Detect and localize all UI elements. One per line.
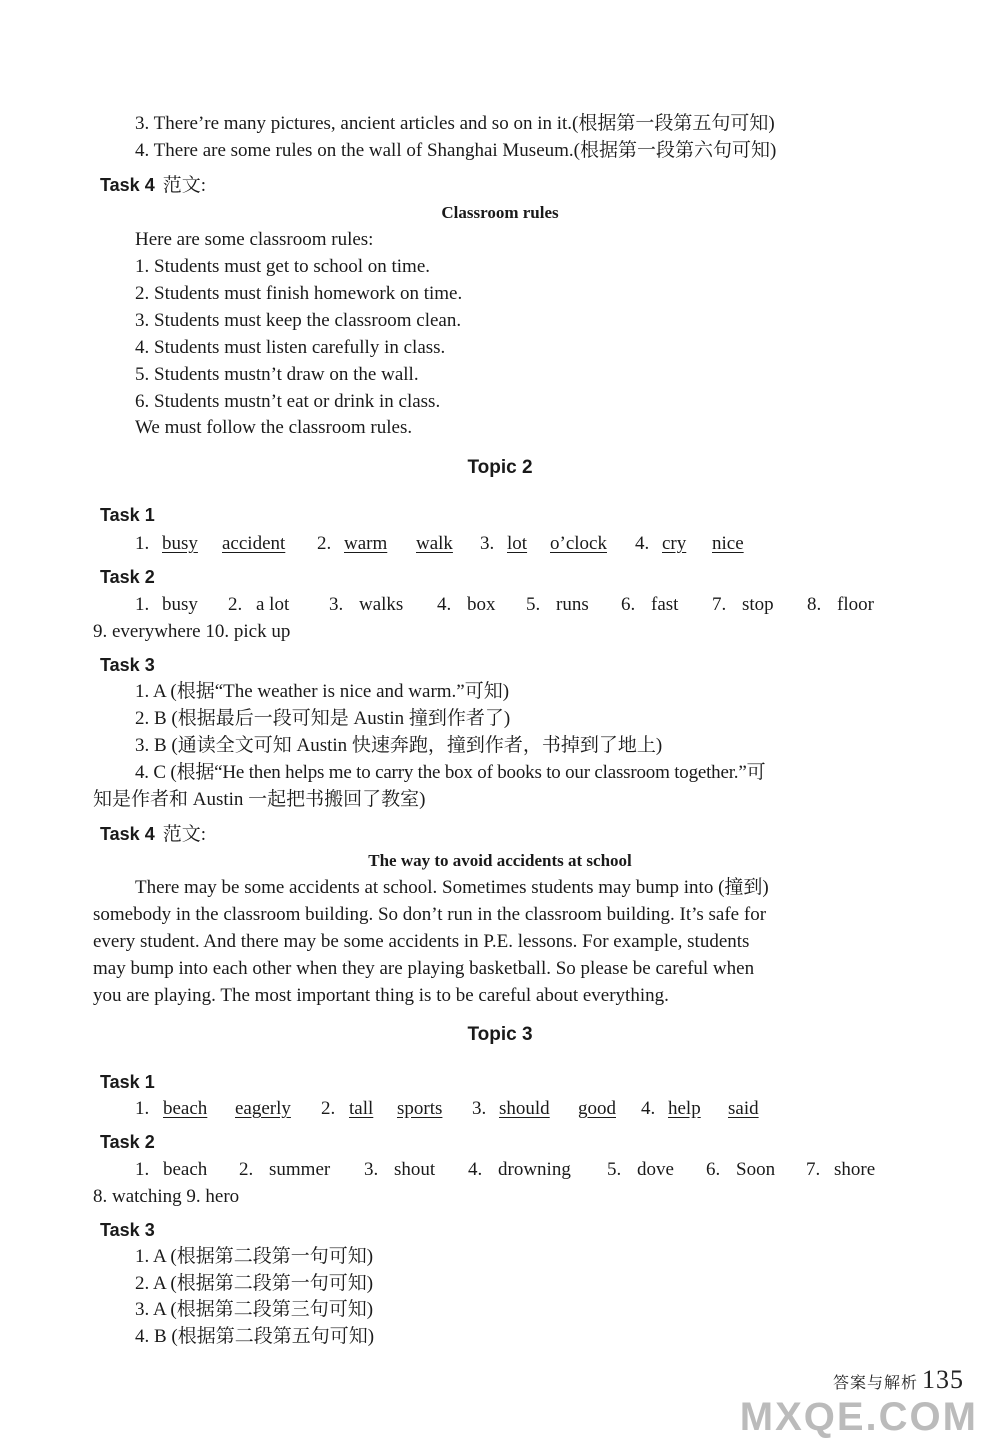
task-heading	[100, 822, 206, 847]
essay-line: you are playing. The most important thing is to be careful about everything.	[93, 985, 669, 1006]
task-heading	[100, 503, 155, 527]
item-number: 5.	[607, 1159, 622, 1180]
answer-word: shout	[394, 1159, 436, 1180]
item-number: 2.	[228, 594, 243, 615]
sample-essay-label: 范文:	[162, 175, 206, 196]
task-heading	[100, 173, 206, 198]
answer-word: o’clock	[550, 533, 607, 554]
answer-word: sports	[397, 1098, 443, 1119]
answer-word: summer	[269, 1159, 331, 1180]
item-number: 4.	[437, 594, 452, 615]
answer-word: shore	[834, 1159, 876, 1180]
answer-word: box	[467, 594, 496, 615]
item-number: 1.	[135, 1098, 150, 1119]
essay-line: We must follow the classroom rules.	[135, 417, 413, 438]
essay-line: There may be some accidents at school. Sometimes students may bump into (撞到)	[135, 877, 769, 898]
item-number: 3.	[364, 1159, 379, 1180]
answer-word: nice	[712, 533, 744, 554]
essay-line: 6. Students mustn’t eat or drink in class.	[135, 391, 441, 412]
answer-word: runs	[556, 594, 589, 615]
essay-line: Here are some classroom rules:	[135, 229, 374, 250]
item-number: 5.	[526, 594, 541, 615]
answer-line: 4. C (根据“He then helps me to carry the box of books to our classroom together.”可	[135, 762, 766, 783]
item-number: 6.	[706, 1159, 721, 1180]
answer-line: 3. A (根据第二段第三句可知)	[135, 1299, 374, 1320]
essay-title: The way to avoid accidents at school	[368, 851, 632, 870]
answer-word: walks	[359, 594, 404, 615]
answer-word: stop	[742, 594, 774, 615]
answer-word: warm	[344, 533, 388, 554]
answer-word: tall	[349, 1098, 374, 1119]
answer-word: floor	[837, 594, 874, 615]
task-label: Task 2	[100, 1132, 155, 1152]
item-number: 7.	[806, 1159, 821, 1180]
task-heading	[100, 653, 155, 677]
page-number: 135	[922, 1365, 964, 1394]
essay-line: somebody in the classroom building. So don’t run in the classroom building. It’s safe for	[93, 904, 767, 925]
footer-caption: 答案与解析	[832, 1375, 918, 1392]
topic-heading: Topic 3	[467, 1024, 533, 1045]
item-number: 1.	[135, 1159, 150, 1180]
item-number: 4.	[468, 1159, 483, 1180]
answer-line: 8. watching 9. hero	[93, 1186, 240, 1207]
task-label: Task 2	[100, 567, 155, 587]
item-number: 1.	[135, 594, 150, 615]
task-heading	[100, 1130, 155, 1154]
task-heading	[100, 565, 155, 589]
item-number: 4.	[635, 533, 650, 554]
answer-line: 2. B (根据最后一段可知是 Austin 撞到作者了)	[135, 708, 511, 729]
item-number: 8.	[807, 594, 822, 615]
answer-word: eagerly	[235, 1098, 291, 1119]
essay-line: 3. Students must keep the classroom clean.	[135, 310, 462, 331]
item-number: 2.	[321, 1098, 336, 1119]
item-number: 2.	[317, 533, 332, 554]
essay-line: 2. Students must finish homework on time.	[135, 283, 463, 304]
answer-word: dove	[637, 1159, 674, 1180]
answer-line: 4. B (根据第二段第五句可知)	[135, 1326, 375, 1347]
task-label: Task 3	[100, 1220, 155, 1240]
answer-word: cry	[662, 533, 687, 554]
task-heading	[100, 1070, 155, 1094]
item-number: 7.	[712, 594, 727, 615]
answer-word: drowning	[498, 1159, 571, 1180]
page-footer	[833, 1365, 964, 1395]
answer-word: lot	[507, 533, 528, 554]
item-number: 6.	[621, 594, 636, 615]
essay-line: 1. Students must get to school on time.	[135, 256, 431, 277]
answer-line: 1. A (根据第二段第一句可知)	[135, 1246, 374, 1267]
task-label: Task 3	[100, 655, 155, 675]
answer-line: 9. everywhere 10. pick up	[93, 621, 291, 642]
answer-word: a lot	[256, 594, 290, 615]
item-number: 3.	[480, 533, 495, 554]
answer-word: help	[668, 1098, 701, 1119]
answer-word: beach	[163, 1159, 208, 1180]
topic-heading: Topic 2	[467, 457, 533, 478]
answer-line: 4. There are some rules on the wall of Shanghai Museum.(根据第一段第六句可知)	[135, 140, 777, 161]
item-number: 2.	[239, 1159, 254, 1180]
answer-word: Soon	[736, 1159, 776, 1180]
answer-line: 知是作者和 Austin 一起把书搬回了教室)	[93, 789, 426, 810]
item-number: 1.	[135, 533, 150, 554]
essay-line: 5. Students mustn’t draw on the wall.	[135, 364, 419, 385]
answer-line: 2. A (根据第二段第一句可知)	[135, 1273, 374, 1294]
task-label: Task 1	[100, 505, 155, 525]
answer-word: should	[499, 1098, 550, 1119]
answer-line: 1. A (根据“The weather is nice and warm.”可知)	[135, 681, 510, 702]
answer-word: walk	[416, 533, 453, 554]
answer-word: accident	[222, 533, 286, 554]
answer-word: busy	[162, 533, 198, 554]
essay-title: Classroom rules	[441, 203, 559, 222]
item-number: 3.	[329, 594, 344, 615]
answer-line: 3. B (通读全文可知 Austin 快速奔跑，撞到作者，书掉到了地上)	[135, 735, 663, 756]
task-label: Task 4	[100, 175, 155, 195]
answer-word: good	[578, 1098, 616, 1119]
item-number: 3.	[472, 1098, 487, 1119]
answer-word: beach	[163, 1098, 208, 1119]
answer-word: said	[728, 1098, 759, 1119]
task-label: Task 1	[100, 1072, 155, 1092]
answer-line: 3. There’re many pictures, ancient articles and so on in it.(根据第一段第五句可知)	[135, 113, 775, 134]
essay-line: every student. And there may be some accidents in P.E. lessons. For example, students	[93, 931, 750, 952]
essay-line: may bump into each other when they are playing basketball. So please be careful when	[93, 958, 755, 979]
sample-essay-label: 范文:	[162, 824, 206, 845]
answer-word: fast	[651, 594, 679, 615]
essay-line: 4. Students must listen carefully in class.	[135, 337, 446, 358]
task-heading	[100, 1218, 155, 1242]
item-number: 4.	[641, 1098, 656, 1119]
watermark: MXQE.COM	[739, 1395, 978, 1439]
answer-word: busy	[162, 594, 198, 615]
task-label: Task 4	[100, 824, 155, 844]
